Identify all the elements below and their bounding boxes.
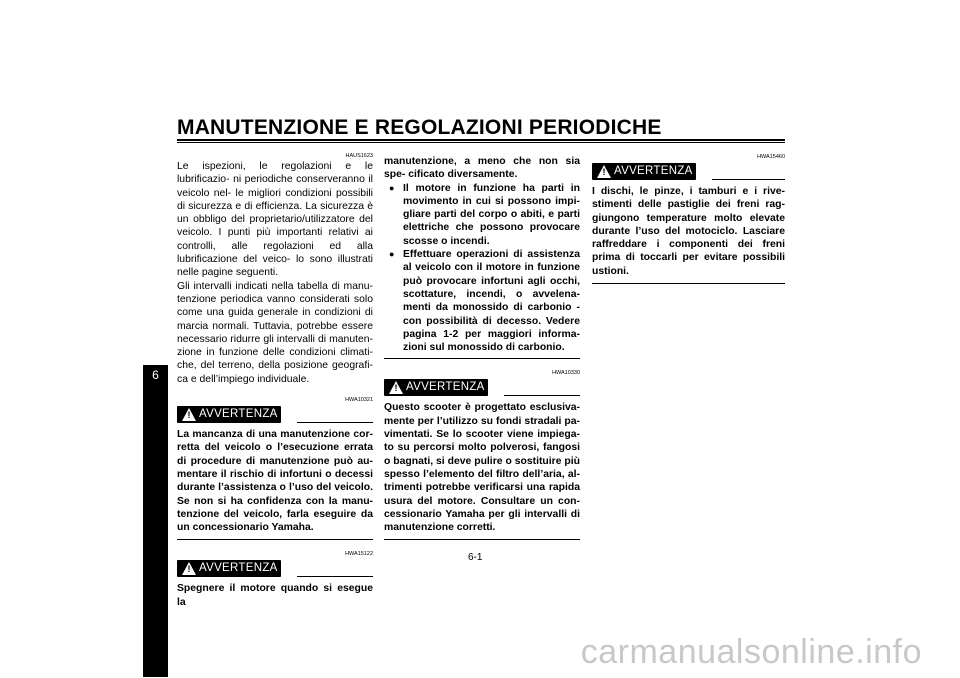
warning-label: AVVERTENZA: [406, 381, 485, 394]
warning-label: AVVERTENZA: [199, 408, 278, 421]
warning-code: HWA10321: [345, 397, 373, 404]
warning-end-rule: [177, 539, 373, 540]
warning-text-continued: manutenzione, a meno che non sia spe- cificato diversamente.: [384, 156, 580, 181]
warning-label: AVVERTENZA: [199, 562, 278, 575]
list-item: ● Effettuare operazioni di assistenza al veicolo con il motore in funzione può provocare infortuni agli occhi, scottature, incendi, o avvelena- menti da monossido di carbonio - con possibilità di decesso. Vedere pagina 1-2 per maggiori informa- zioni sul monossido di carbonio.: [384, 248, 580, 354]
section-code: HAUS1623: [345, 153, 373, 159]
warning-bullet-list: [384, 182, 580, 355]
column-2: [384, 155, 580, 540]
warning-header: [177, 560, 373, 582]
warning-badge: ! AVVERTENZA: [177, 406, 281, 423]
warning-end-rule: [384, 539, 580, 540]
warning-code: HWA15122: [345, 551, 373, 558]
warning-header: [177, 406, 373, 428]
warning-code: HWA10330: [552, 370, 580, 377]
intro-paragraph: Le ispezioni, le regolazioni e le lubrificazio- ni periodiche conserveranno il veicolo nel- le migliori condizioni possibili di sicurezza e di efficienza. La sicurezza è un obbligo del proprietario/utilizzatore del veicolo. I punti più importanti relativi ai controlli, alle regolazioni ed alla lubrificazione del veico- lo sono illustrati nelle pagine seguenti.: [177, 161, 373, 279]
warning-badge: ! AVVERTENZA: [177, 560, 281, 577]
warning-label: AVVERTENZA: [614, 165, 693, 177]
intro-paragraph-2: Gli intervalli indicati nella tabella di manu- tenzione periodica vanno considerati solo come una guida generale in condizioni di marcia normali. Tuttavia, potrebbe essere necessario ridurre gli intervalli di manuten- zione in funzione delle condizioni climati- che, del terreno, della posizione geografi- ca e dell’impiego individuale.: [177, 280, 373, 385]
warning-header: [384, 379, 580, 401]
column-3: [592, 153, 785, 284]
warning-code: HWA15460: [757, 154, 785, 160]
warning-text: Questo scooter è progettato esclusiva- mente per l’utilizzo su fondi stradali pa- vimentati. Se lo scooter viene impiega- to su percorsi molto polverosi, fangosi o bagnati, si deve pulire o sostituire più spesso l’elemento del filtro dell’aria, al- trimenti potrebbe verificarsi una rapida usura del motore. Consultare un con- cessionario Yamaha per gli intervalli di manutenzione corretti.: [384, 402, 580, 534]
column-1: [177, 152, 373, 609]
warning-badge: ! AVVERTENZA: [592, 163, 696, 180]
page-number: 6-1: [468, 552, 483, 563]
warning-text: Spegnere il motore quando si esegue la: [177, 583, 373, 608]
warning-text: I dischi, le pinze, i tamburi e i rive- stimenti delle pastiglie dei freni rag- giungono temperature molto elevate durante l’uso del motociclo. Lasciare raffreddare i componenti dei freni prima di toccarli per evitare possibili ustioni.: [592, 186, 785, 277]
title-rule-thin: [177, 142, 785, 143]
warning-text: La mancanza di una manutenzione cor- retta del veicolo o l’esecuzione errata di procedure di manutenzione può au- mentare il rischio di infortuni o decessi durante l’assistenza o l’uso del veicolo. Se non si ha confidenza con la manu- tenzione del veicolo, farla eseguire da un concessionario Yamaha.: [177, 429, 373, 534]
chapter-number: 6: [152, 368, 159, 382]
warning-end-rule: [384, 358, 580, 359]
warning-header: [592, 163, 785, 185]
list-item: ● Il motore in funzione ha parti in movimento in cui si possono impi- gliare parti del corpo o abiti, e parti elettriche che possono provocare scosse o incendi.: [384, 182, 580, 248]
warning-badge: ! AVVERTENZA: [384, 379, 488, 396]
watermark-footer: carmanualsonline.info: [580, 633, 922, 671]
page-title: MANUTENZIONE E REGOLAZIONI PERIODICHE: [177, 116, 662, 139]
warning-end-rule: [592, 283, 785, 284]
title-rule: [177, 139, 785, 141]
chapter-tab: [143, 365, 168, 677]
